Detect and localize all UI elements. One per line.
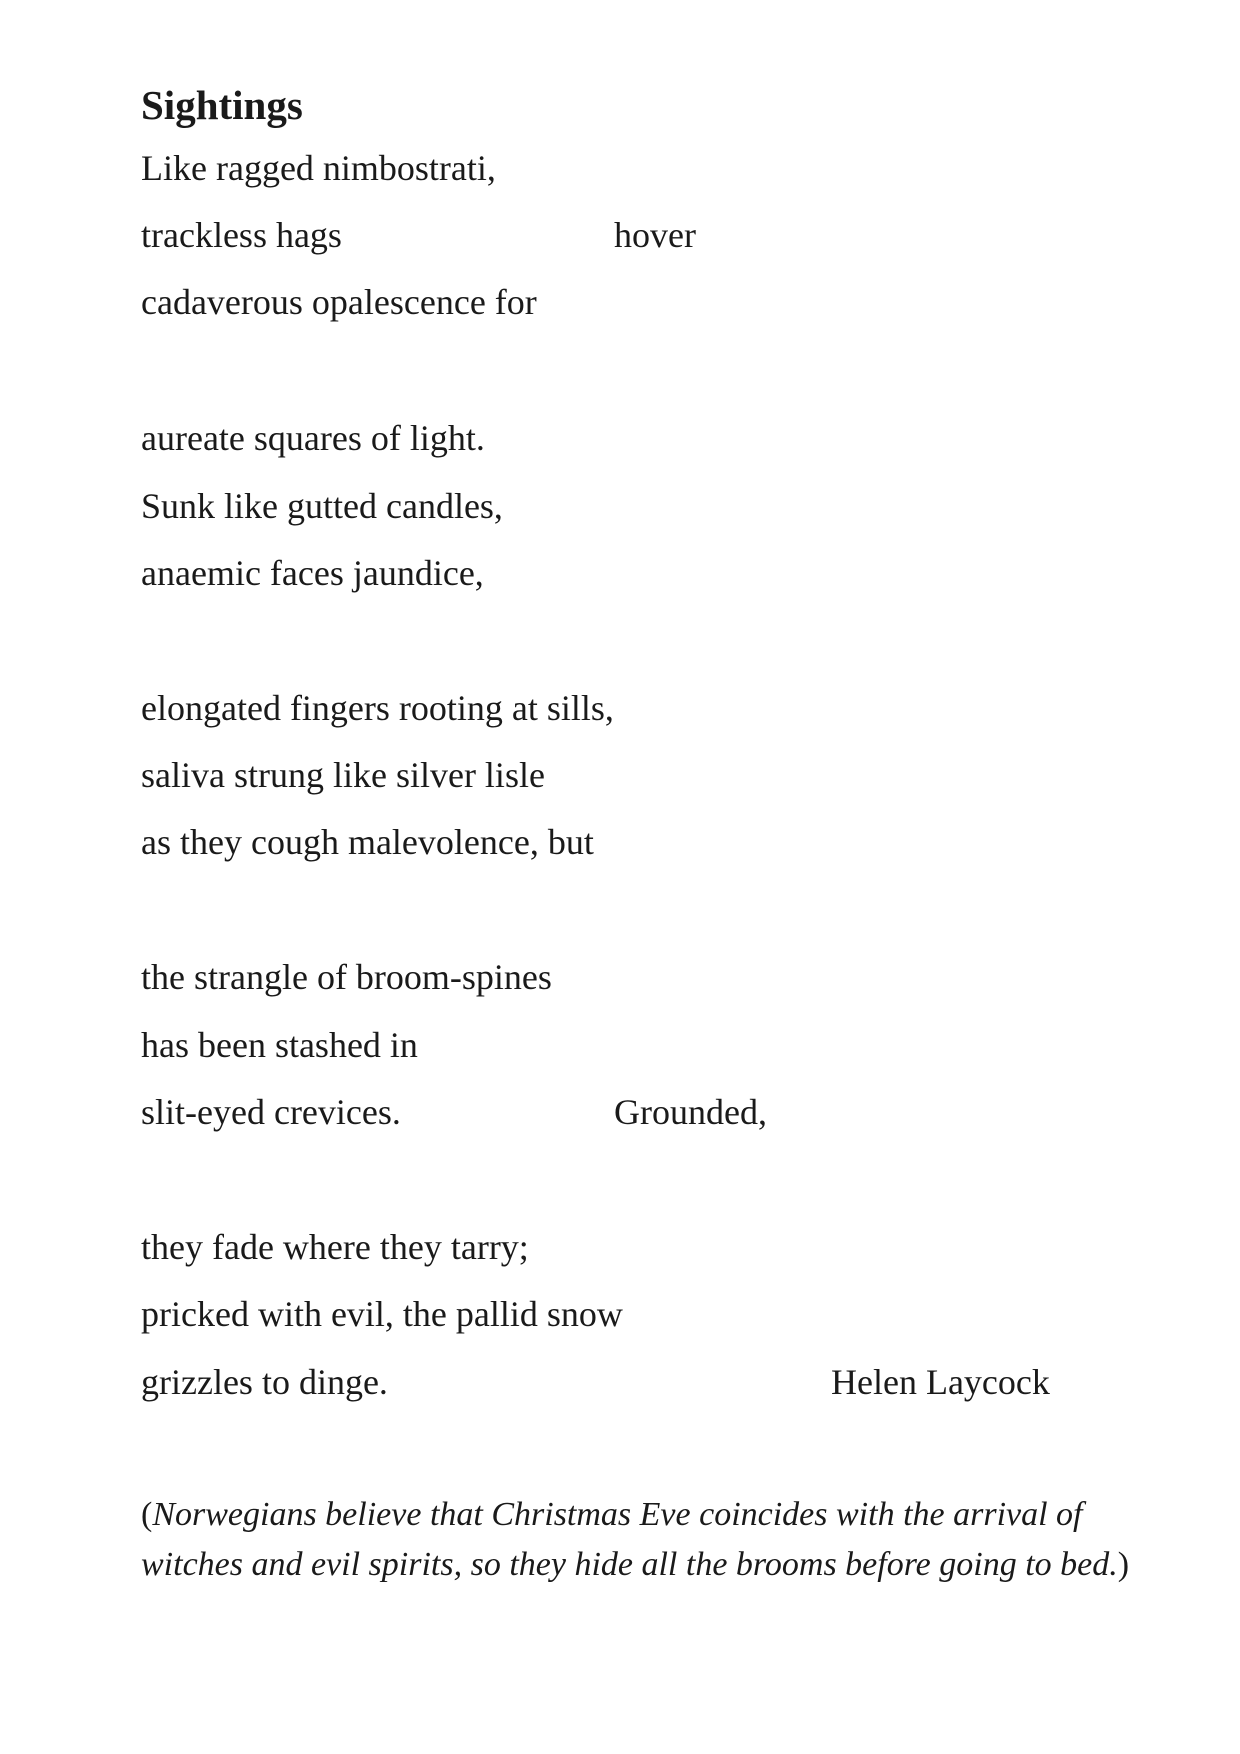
- poem-line-second-column: Grounded,: [614, 1092, 767, 1132]
- poem-line: as they cough malevolence, but: [141, 822, 594, 862]
- poem-title: Sightings: [141, 82, 303, 128]
- footnote-line: [141, 1490, 1141, 1540]
- poem-line: Sunk like gutted candles,: [141, 486, 503, 526]
- footnote-text: Norwegians believe that Christmas Eve coincides with the arrival of: [152, 1496, 1083, 1533]
- poem-line: pricked with evil, the pallid snow: [141, 1294, 623, 1334]
- poem-line-second-column: hover: [614, 215, 696, 255]
- poem-line: has been stashed in: [141, 1025, 418, 1065]
- open-paren: (: [141, 1496, 153, 1533]
- footnote-line: [141, 1540, 1141, 1590]
- poem-line: aureate squares of light.: [141, 418, 485, 458]
- author-name: Helen Laycock: [831, 1362, 1050, 1402]
- poem-line: saliva strung like silver lisle: [141, 755, 545, 795]
- footnote-text: witches and evil spirits, so they hide all the brooms before going to bed.: [141, 1546, 1118, 1583]
- poem-line: trackless hags: [141, 215, 342, 255]
- poem-line: slit-eyed crevices.: [141, 1092, 401, 1132]
- poem-line: Like ragged nimbostrati,: [141, 148, 496, 188]
- footnote: [141, 1490, 1141, 1590]
- poem-line: grizzles to dinge.: [141, 1362, 388, 1402]
- poem-line: elongated fingers rooting at sills,: [141, 688, 614, 728]
- poem-line: anaemic faces jaundice,: [141, 553, 484, 593]
- poem-line: cadaverous opalescence for: [141, 282, 537, 322]
- close-paren: ): [1117, 1546, 1130, 1583]
- poem-line: they fade where they tarry;: [141, 1227, 529, 1267]
- poem-line: the strangle of broom-spines: [141, 957, 552, 997]
